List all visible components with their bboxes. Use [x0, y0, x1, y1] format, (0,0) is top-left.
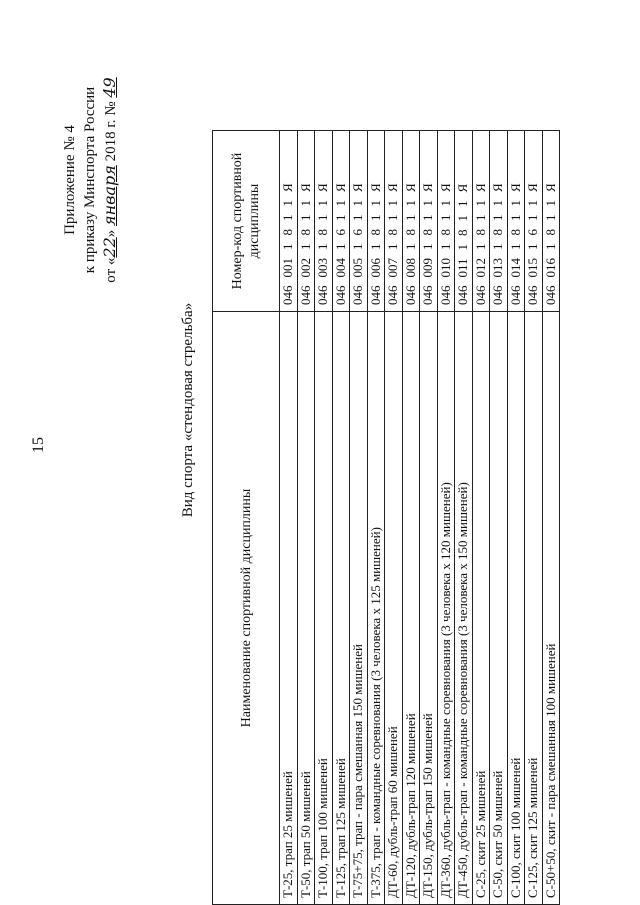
code-part: 8: [437, 229, 453, 236]
table-row: [437, 131, 455, 905]
disciplines-table: [212, 130, 560, 905]
code-part: 046: [542, 285, 558, 305]
code-part: 046: [350, 285, 365, 305]
table-row: [402, 131, 420, 905]
discipline-code: [525, 131, 543, 312]
code-part: 6: [332, 229, 348, 236]
code-part: 1: [472, 243, 488, 250]
discipline-name: Т-125, трап 125 мишеней: [332, 312, 350, 905]
discipline-name: Т-50, трап 50 мишеней: [297, 312, 315, 905]
discipline-name: ДТ-120, дубль-трап 120 мишеней: [402, 312, 420, 905]
code-part: 046: [472, 285, 488, 305]
code-part: 016: [542, 258, 558, 278]
code-part: Я: [455, 183, 470, 193]
code-part: 007: [385, 258, 400, 278]
approval-block: [60, 45, 121, 315]
code-part: 010: [437, 258, 453, 278]
code-part: Я: [367, 183, 383, 192]
code-part: 8: [280, 229, 295, 236]
order-date-line: от «22» января 2018 г. № 49: [100, 77, 119, 283]
code-part: Я: [297, 183, 313, 192]
code-part: 1: [385, 214, 400, 221]
code-part: 8: [315, 229, 330, 236]
code-part: 1: [402, 200, 418, 207]
code-part: 004: [332, 258, 348, 278]
code-part: 046: [402, 285, 418, 305]
discipline-name: С-125, скит 125 мишеней: [525, 312, 543, 905]
discipline-code: [332, 131, 350, 312]
table-row: [297, 131, 315, 905]
code-part: Я: [280, 183, 295, 192]
code-part: 1: [367, 200, 383, 207]
code-part: 1: [332, 200, 348, 207]
code-part: 6: [350, 229, 365, 236]
code-part: Я: [315, 183, 330, 192]
code-part: 8: [385, 229, 400, 236]
code-part: 8: [507, 229, 523, 236]
code-part: 1: [542, 200, 558, 207]
code-part: 1: [525, 200, 540, 207]
discipline-code: [350, 131, 368, 312]
code-part: 1: [472, 214, 488, 221]
table-row: [315, 131, 333, 905]
code-part: 8: [297, 229, 313, 236]
code-part: 012: [472, 258, 488, 278]
code-part: 011: [455, 258, 470, 278]
code-part: 6: [525, 229, 540, 236]
code-part: 1: [472, 200, 488, 207]
code-part: 046: [507, 285, 523, 305]
code-part: 1: [367, 243, 383, 250]
code-part: Я: [525, 183, 540, 192]
code-part: 1: [315, 214, 330, 221]
code-part: 1: [280, 214, 295, 221]
order-number: 49: [100, 77, 119, 98]
code-part: 1: [455, 243, 470, 251]
code-part: Я: [507, 183, 523, 192]
page-number: 15: [30, 437, 47, 453]
discipline-code: [437, 131, 455, 312]
code-part: 8: [542, 229, 558, 236]
discipline-name: ДТ-360, дубль-трап - командные соревнования (3 человека х 120 мишеней): [437, 312, 455, 905]
code-part: 1: [297, 200, 313, 207]
code-part: 1: [367, 214, 383, 221]
discipline-code: [472, 131, 490, 312]
code-part: 1: [280, 243, 295, 250]
code-part: 8: [472, 229, 488, 236]
code-part: 8: [490, 229, 505, 236]
table-row: [455, 131, 473, 905]
table-row: [525, 131, 543, 905]
order-day: 22: [100, 237, 119, 258]
discipline-name: ДТ-450, дубль-трап - командные соревнования (3 человека х 150 мишеней): [455, 312, 473, 905]
discipline-code: [490, 131, 508, 312]
table-row: [507, 131, 525, 905]
code-part: 046: [420, 285, 435, 305]
code-part: 009: [420, 258, 435, 278]
code-part: Я: [472, 183, 488, 192]
code-part: Я: [437, 183, 453, 192]
table-row: [367, 131, 385, 905]
code-part: Я: [402, 183, 418, 192]
discipline-code: [420, 131, 438, 312]
code-part: 008: [402, 258, 418, 278]
discipline-code: [297, 131, 315, 312]
code-part: 1: [507, 200, 523, 207]
discipline-name: Т-75+75, трап - пара смешанная 150 мишеней: [350, 312, 368, 905]
code-part: 1: [350, 214, 365, 221]
code-part: 1: [420, 243, 435, 250]
code-part: 046: [315, 285, 330, 305]
code-part: 046: [385, 285, 400, 305]
code-part: Я: [350, 183, 365, 192]
code-part: 8: [455, 229, 470, 236]
code-part: Я: [490, 183, 505, 192]
table-row: [332, 131, 350, 905]
code-part: 1: [385, 200, 400, 207]
discipline-name: Т-375, трап - командные соревнования (3 человека х 125 мишеней): [367, 312, 385, 905]
code-part: 005: [350, 258, 365, 278]
table-row: [490, 131, 508, 905]
table-row: [542, 131, 560, 905]
code-part: 1: [455, 214, 470, 222]
discipline-code: [542, 131, 560, 312]
code-part: Я: [420, 183, 435, 192]
discipline-code: [402, 131, 420, 312]
code-part: 001: [280, 258, 295, 278]
sport-title: Вид спорта «стендовая стрельба»: [180, 302, 196, 518]
code-part: Я: [332, 183, 348, 192]
code-part: 1: [385, 243, 400, 250]
code-part: 1: [507, 214, 523, 221]
code-part: 1: [525, 214, 540, 221]
code-part: 015: [525, 258, 540, 278]
discipline-name: С-100, скит 100 мишеней: [507, 312, 525, 905]
discipline-code: [367, 131, 385, 312]
code-part: 1: [490, 243, 505, 250]
discipline-code: [315, 131, 333, 312]
code-part: 8: [402, 229, 418, 236]
code-part: 1: [455, 200, 470, 207]
code-part: 1: [420, 200, 435, 207]
code-part: 1: [297, 214, 313, 221]
code-part: 046: [437, 285, 453, 305]
header-discipline-name: Наименование спортивной дисциплины: [213, 312, 280, 905]
code-part: 003: [315, 258, 330, 278]
appendix-label: Приложение № 4: [62, 125, 78, 235]
discipline-name: Т-25, трап 25 мишеней: [280, 312, 298, 905]
discipline-name: С-25, скит 25 мишеней: [472, 312, 490, 905]
code-part: 1: [420, 214, 435, 221]
code-part: 046: [332, 285, 348, 305]
discipline-code: [280, 131, 298, 312]
code-part: 8: [420, 229, 435, 236]
code-part: 013: [490, 258, 505, 278]
discipline-name: С-50, скит 50 мишеней: [490, 312, 508, 905]
table-row: [350, 131, 368, 905]
code-part: 046: [525, 285, 540, 305]
order-month: января: [100, 165, 119, 226]
table-row: [472, 131, 490, 905]
code-part: 1: [402, 214, 418, 221]
discipline-name: С-50+50, скит - пара смешанная 100 мишеней: [542, 312, 560, 905]
table-row: [385, 131, 403, 905]
code-part: 1: [402, 243, 418, 250]
code-part: 8: [367, 229, 383, 236]
code-part: 1: [332, 214, 348, 221]
discipline-name: ДТ-150, дубль-трап 150 мишеней: [420, 312, 438, 905]
code-part: 046: [280, 285, 295, 305]
code-part: 1: [437, 243, 453, 250]
code-part: 1: [542, 214, 558, 221]
discipline-name: ДТ-60, дубль-трап 60 мишеней: [385, 312, 403, 905]
code-part: 014: [507, 258, 523, 278]
code-part: 1: [507, 243, 523, 250]
code-part: 046: [455, 285, 470, 305]
code-part: 1: [315, 200, 330, 207]
code-part: 002: [297, 258, 313, 278]
code-part: 1: [350, 243, 365, 250]
code-part: 1: [280, 200, 295, 207]
code-part: 1: [525, 243, 540, 250]
code-part: 1: [490, 200, 505, 207]
discipline-code: [507, 131, 525, 312]
code-part: 1: [542, 243, 558, 250]
header-discipline-code: Номер-код спортивной дисциплины: [213, 131, 280, 312]
discipline-code: [385, 131, 403, 312]
code-part: 1: [332, 243, 348, 250]
code-part: 1: [350, 200, 365, 207]
code-part: 1: [315, 243, 330, 250]
discipline-code: [455, 131, 473, 312]
code-part: 1: [437, 214, 453, 221]
code-part: 046: [367, 285, 383, 305]
code-part: 046: [490, 285, 505, 305]
order-reference: к приказу Минспорта России: [82, 86, 98, 274]
table-row: [280, 131, 298, 905]
code-part: 046: [297, 285, 313, 305]
code-part: 1: [490, 214, 505, 221]
table-header-row: [213, 131, 280, 905]
code-part: 006: [367, 258, 383, 278]
code-part: 1: [437, 200, 453, 207]
code-part: Я: [542, 183, 558, 192]
code-part: Я: [385, 183, 400, 192]
discipline-name: Т-100, трап 100 мишеней: [315, 312, 333, 905]
table-row: [420, 131, 438, 905]
code-part: 1: [297, 243, 313, 250]
